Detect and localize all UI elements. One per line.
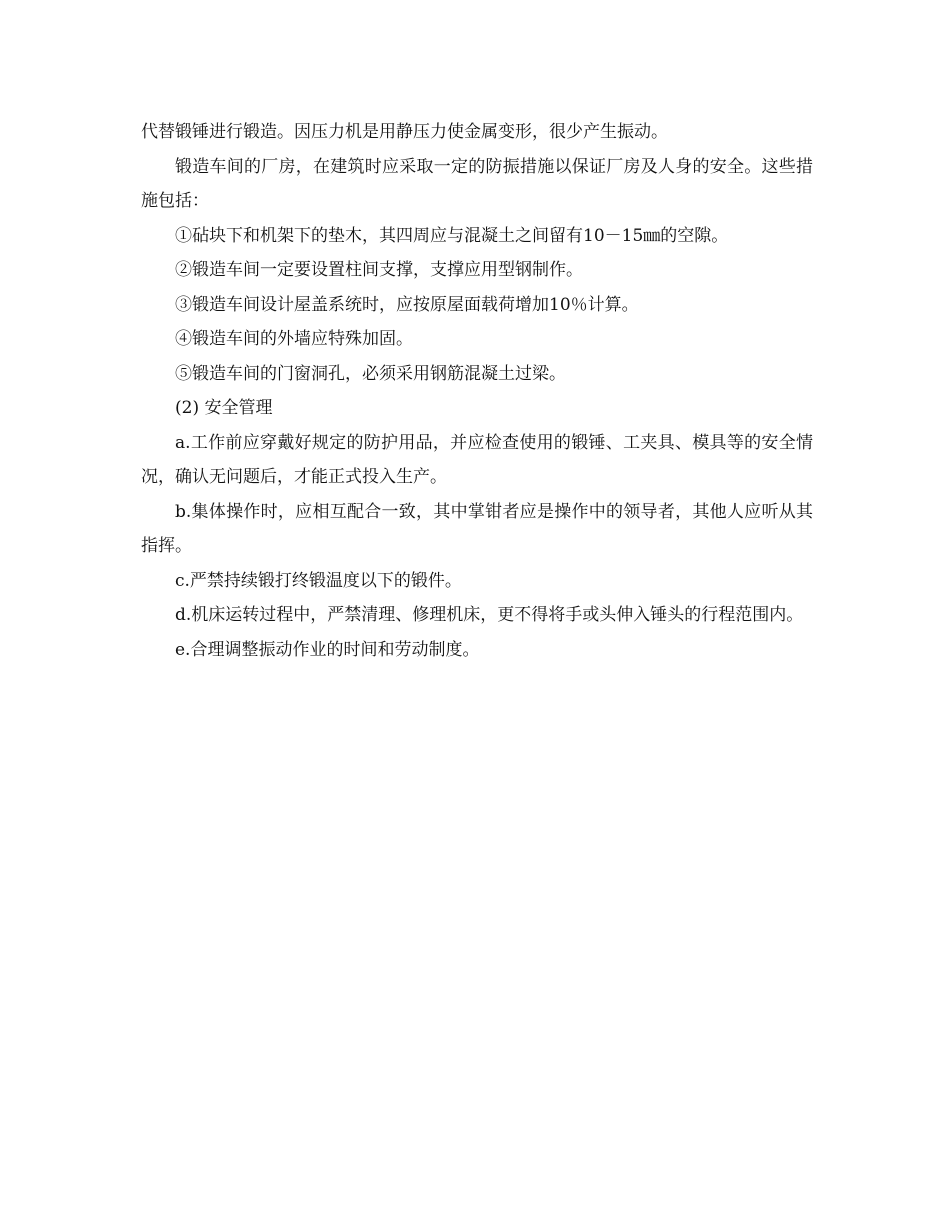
rule-item-e: e.合理调整振动作业的时间和劳动制度。 — [175, 639, 480, 660]
paragraph-workshop-intro: 锻造车间的厂房，在建筑时应采取一定的防振措施以保证厂房及人身的安全。这些措施包括： — [141, 156, 813, 211]
measure-item-1: ①砧块下和机架下的垫木，其四周应与混凝土之间留有10－15㎜的空隙。 — [175, 225, 729, 246]
rule-item-d: d.机床运转过程中，严禁清理、修理机床，更不得将手或头伸入锤头的行程范围内。 — [175, 605, 804, 625]
measure-item-4: ④锻造车间的外墙应特殊加固。 — [175, 329, 413, 349]
rule-item-a: a.工作前应穿戴好规定的防护用品，并应检查使用的锻锤、工夹具、模具等的安全情况，确认无问题后，才能正式投入生产。 — [141, 432, 813, 487]
measure-item-2: ②锻造车间一定要设置柱间支撑，支撑应用型钢制作。 — [175, 260, 583, 280]
section-heading-safety-management: (2) 安全管理 — [175, 398, 273, 418]
document-body — [141, 115, 813, 667]
measure-item-3: ③锻造车间设计屋盖系统时，应按原屋面载荷增加10％计算。 — [175, 294, 639, 315]
measure-item-5: ⑤锻造车间的门窗洞孔，必须采用钢筋混凝土过梁。 — [175, 363, 566, 384]
paragraph-continuation: 代替锻锤进行锻造。因压力机是用静压力使金属变形，很少产生振动。 — [141, 122, 668, 142]
rule-item-b: b.集体操作时，应相互配合一致，其中掌钳者应是操作中的领导者，其他人应听从其指挥。 — [141, 501, 813, 556]
rule-item-c: c.严禁持续锻打终锻温度以下的锻件。 — [175, 570, 462, 591]
